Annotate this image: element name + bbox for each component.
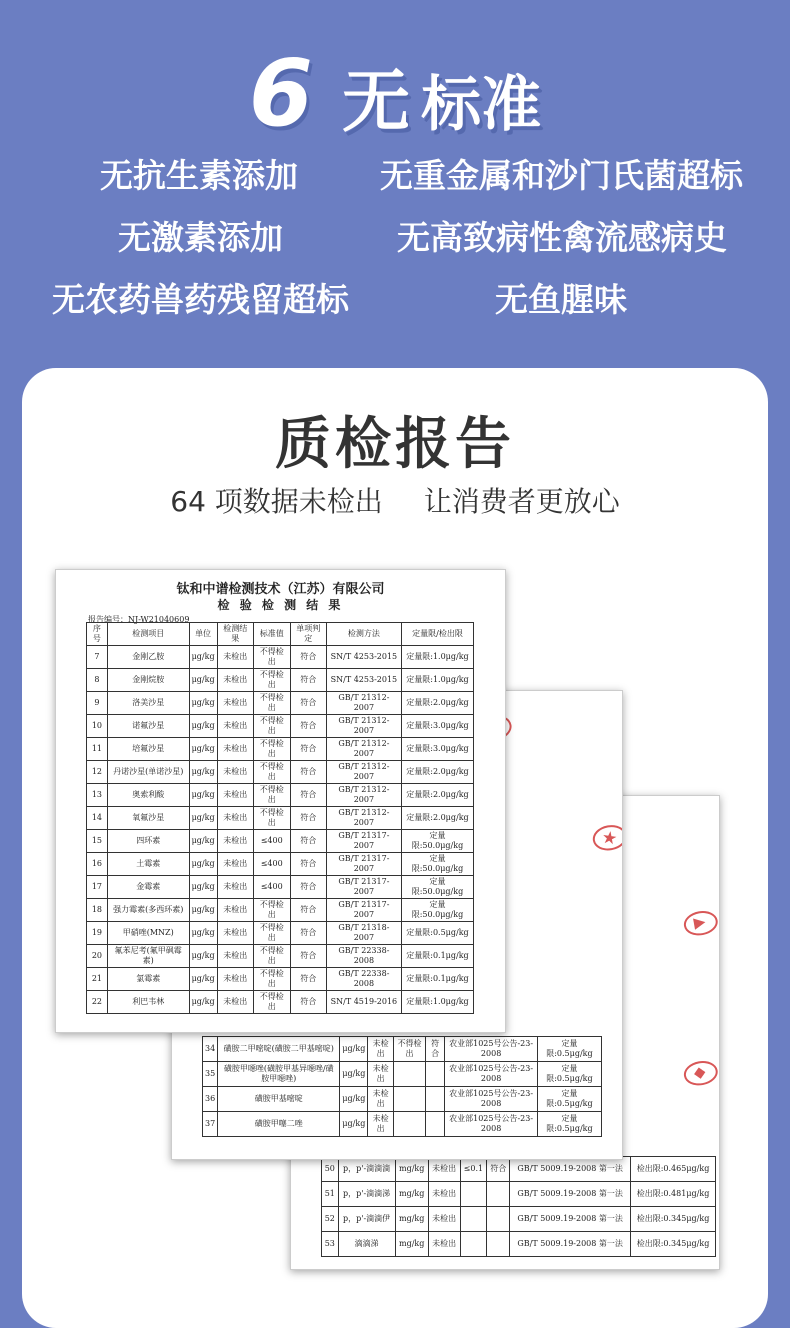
table-cell: SN/T 4253-2015 — [326, 669, 401, 692]
table-cell: 四环素 — [107, 830, 189, 853]
table-cell: 符合 — [290, 761, 326, 784]
table-cell: GB/T 22338-2008 — [326, 945, 401, 968]
table-cell: 农业部1025号公告-23-2008 — [445, 1062, 538, 1087]
table-cell: 符合 — [290, 692, 326, 715]
stamp-icon: ◆ — [682, 1058, 720, 1087]
table-row — [322, 1157, 716, 1182]
table-cell: 未检出 — [217, 830, 253, 853]
table-cell: 符合 — [487, 1157, 510, 1182]
table-cell: 符合 — [290, 945, 326, 968]
table-cell: 检出限:0.465μg/kg — [631, 1157, 716, 1182]
table-cell: 不得检出 — [253, 991, 290, 1014]
table-cell: μg/kg — [189, 899, 217, 922]
header-cell: 序号 — [87, 623, 108, 646]
table-cell: GB/T 21312-2007 — [326, 784, 401, 807]
claim-item: 无激素添加 — [118, 218, 283, 257]
table-cell: 检出限:0.481μg/kg — [631, 1182, 716, 1207]
table-cell — [393, 1112, 425, 1137]
header-cell: 单位 — [189, 623, 217, 646]
header-cell: 定量限/检出限 — [401, 623, 473, 646]
table-cell: 定量限:0.5μg/kg — [537, 1087, 601, 1112]
table-cell: 符合 — [426, 1037, 445, 1062]
table-cell: 符合 — [290, 669, 326, 692]
table-cell — [460, 1232, 487, 1257]
table-cell — [487, 1207, 510, 1232]
table-cell: μg/kg — [189, 945, 217, 968]
sheet3-table — [321, 1156, 716, 1257]
table-cell: μg/kg — [340, 1112, 368, 1137]
table-cell: 50 — [322, 1157, 339, 1182]
table-row — [322, 1207, 716, 1232]
table-cell: GB/T 21312-2007 — [326, 692, 401, 715]
table-cell: 磺胺甲噻二唑 — [218, 1112, 340, 1137]
table-cell: 奥索利酸 — [107, 784, 189, 807]
table-cell: μg/kg — [189, 784, 217, 807]
table-cell: GB/T 21312-2007 — [326, 761, 401, 784]
table-cell: 磺胺甲噁唑(磺胺甲基异噁唑/磺胺甲噁唑) — [218, 1062, 340, 1087]
table-cell — [426, 1112, 445, 1137]
table-cell: 符合 — [290, 968, 326, 991]
table-cell: 氟苯尼考(氟甲砜霉素) — [107, 945, 189, 968]
table-cell: 定量限:2.0μg/kg — [401, 761, 473, 784]
table-cell: 金刚烷胺 — [107, 669, 189, 692]
table-cell: 不得检出 — [393, 1037, 425, 1062]
table-cell: 土霉素 — [107, 853, 189, 876]
table-cell: 未检出 — [217, 738, 253, 761]
table-cell: 利巴韦林 — [107, 991, 189, 1014]
table-cell: 定量限:0.5μg/kg — [401, 922, 473, 945]
table-cell: 16 — [87, 853, 108, 876]
header-cell: 检测项目 — [107, 623, 189, 646]
table-row — [87, 738, 474, 761]
header-cell: 标准值 — [253, 623, 290, 646]
table-cell: 未检出 — [217, 899, 253, 922]
report-sub-1: 64 项数据未检出 — [170, 485, 383, 518]
table-cell: 22 — [87, 991, 108, 1014]
table-cell: 不得检出 — [253, 669, 290, 692]
table-cell: 未检出 — [368, 1062, 394, 1087]
table-cell: 未检出 — [217, 922, 253, 945]
table-cell: mg/kg — [395, 1207, 428, 1232]
table-cell: 8 — [87, 669, 108, 692]
table-cell: 金刚乙胺 — [107, 646, 189, 669]
table-cell: GB/T 5009.19-2008 第一法 — [510, 1207, 631, 1232]
table-row — [87, 922, 474, 945]
table-cell: 15 — [87, 830, 108, 853]
table-cell: 14 — [87, 807, 108, 830]
table-cell: p，p'-滴滴伊 — [338, 1207, 395, 1232]
table-cell: 12 — [87, 761, 108, 784]
table-header-row — [87, 623, 474, 646]
table-row — [87, 692, 474, 715]
table-cell: μg/kg — [340, 1087, 368, 1112]
table-cell: μg/kg — [340, 1037, 368, 1062]
table-cell: 36 — [203, 1087, 218, 1112]
table-cell: 洛美沙星 — [107, 692, 189, 715]
table-cell: 农业部1025号公告-23-2008 — [445, 1112, 538, 1137]
table-cell: 未检出 — [368, 1112, 394, 1137]
table-cell: 不得检出 — [253, 899, 290, 922]
table-cell: 不得检出 — [253, 968, 290, 991]
table-cell: GB/T 21312-2007 — [326, 807, 401, 830]
table-cell — [487, 1232, 510, 1257]
table-cell: 检出限:0.345μg/kg — [631, 1207, 716, 1232]
table-cell: 17 — [87, 876, 108, 899]
table-row — [87, 715, 474, 738]
report-number: 报告编号：NJ-W21040609 — [88, 615, 190, 624]
claim-item: 无鱼腥味 — [495, 280, 627, 319]
table-cell: 定量限:50.0μg/kg — [401, 853, 473, 876]
table-cell: mg/kg — [395, 1182, 428, 1207]
table-row — [322, 1232, 716, 1257]
table-cell: 13 — [87, 784, 108, 807]
table-cell: GB/T 21312-2007 — [326, 715, 401, 738]
table-cell: μg/kg — [189, 738, 217, 761]
table-cell: SN/T 4519-2016 — [326, 991, 401, 1014]
table-cell: 35 — [203, 1062, 218, 1087]
claim-item: 无高致病性禽流感病史 — [397, 218, 727, 257]
table-cell: 农业部1025号公告-23-2008 — [445, 1087, 538, 1112]
table-cell: 氧氟沙星 — [107, 807, 189, 830]
hero-number: 6 — [248, 40, 319, 147]
table-cell: 9 — [87, 692, 108, 715]
table-row — [87, 876, 474, 899]
table-cell: 定量限:1.0μg/kg — [401, 646, 473, 669]
table-cell: 符合 — [290, 830, 326, 853]
table-cell: μg/kg — [189, 991, 217, 1014]
table-cell: 不得检出 — [253, 715, 290, 738]
table-cell: 未检出 — [368, 1037, 394, 1062]
report-sheet-1 — [55, 569, 506, 1033]
table-cell: GB/T 21317-2007 — [326, 899, 401, 922]
table-row — [322, 1182, 716, 1207]
table-cell: 氯霉素 — [107, 968, 189, 991]
table-row — [203, 1112, 602, 1137]
table-cell: 培氟沙星 — [107, 738, 189, 761]
table-cell: 未检出 — [217, 876, 253, 899]
table-row — [87, 807, 474, 830]
table-cell: GB/T 5009.19-2008 第一法 — [510, 1182, 631, 1207]
table-cell: 11 — [87, 738, 108, 761]
stamp-icon: ★ — [591, 823, 623, 854]
table-cell: 19 — [87, 922, 108, 945]
table-cell: 不得检出 — [253, 807, 290, 830]
hero-title — [0, 40, 790, 147]
table-cell: 未检出 — [217, 669, 253, 692]
table-cell: 7 — [87, 646, 108, 669]
table-cell: 符合 — [290, 899, 326, 922]
table-cell: 不得检出 — [253, 922, 290, 945]
sheet-title: 检 验 检 测 结 果 — [217, 598, 344, 612]
table-cell: 定量限:0.5μg/kg — [537, 1112, 601, 1137]
table-cell: 甲硝唑(MNZ) — [107, 922, 189, 945]
table-cell: 未检出 — [217, 692, 253, 715]
table-cell: 20 — [87, 945, 108, 968]
table-cell: 检出限:0.345μg/kg — [631, 1232, 716, 1257]
table-cell: 定量限:0.1μg/kg — [401, 945, 473, 968]
report-subtitle — [0, 480, 790, 520]
table-cell: 定量限:2.0μg/kg — [401, 784, 473, 807]
table-cell: μg/kg — [189, 761, 217, 784]
table-cell: GB/T 22338-2008 — [326, 968, 401, 991]
table-cell: 强力霉素(多西环素) — [107, 899, 189, 922]
table-cell: 定量限:0.5μg/kg — [537, 1062, 601, 1087]
table-row — [87, 830, 474, 853]
header-cell: 单项判定 — [290, 623, 326, 646]
table-cell: mg/kg — [395, 1157, 428, 1182]
table-cell: 不得检出 — [253, 784, 290, 807]
table-cell: 定量限:1.0μg/kg — [401, 991, 473, 1014]
table-cell: 磺胺甲基嘧啶 — [218, 1087, 340, 1112]
table-cell: 符合 — [290, 715, 326, 738]
table-cell: 53 — [322, 1232, 339, 1257]
table-cell: GB/T 21317-2007 — [326, 830, 401, 853]
table-cell: 定量限:50.0μg/kg — [401, 830, 473, 853]
table-cell: p，p'-滴滴滴 — [338, 1157, 395, 1182]
table-cell: 符合 — [290, 646, 326, 669]
table-cell: 未检出 — [428, 1232, 460, 1257]
table-cell: 未检出 — [428, 1207, 460, 1232]
table-row — [203, 1062, 602, 1087]
table-cell: 未检出 — [217, 646, 253, 669]
table-cell: ≤400 — [253, 853, 290, 876]
table-cell: 未检出 — [217, 945, 253, 968]
table-cell — [487, 1182, 510, 1207]
table-row — [87, 991, 474, 1014]
table-row — [87, 968, 474, 991]
table-cell: ≤400 — [253, 830, 290, 853]
claim-item: 无重金属和沙门氏菌超标 — [380, 156, 743, 195]
table-cell: 未检出 — [368, 1087, 394, 1112]
table-cell: 定量限:50.0μg/kg — [401, 899, 473, 922]
table-row — [87, 899, 474, 922]
table-cell: 未检出 — [428, 1157, 460, 1182]
table-cell: GB/T 21317-2007 — [326, 853, 401, 876]
table-row — [87, 761, 474, 784]
header-cell: 检测方法 — [326, 623, 401, 646]
table-cell: μg/kg — [189, 715, 217, 738]
table-cell: 未检出 — [217, 761, 253, 784]
table-cell: 定量限:3.0μg/kg — [401, 715, 473, 738]
table-cell: 滴滴涕 — [338, 1232, 395, 1257]
table-cell: 不得检出 — [253, 761, 290, 784]
table-cell: ≤0.1 — [460, 1157, 487, 1182]
header-cell: 检测结果 — [217, 623, 253, 646]
table-cell: 诺氟沙星 — [107, 715, 189, 738]
report-sub-2: 让消费者更放心 — [423, 485, 620, 518]
table-cell: 18 — [87, 899, 108, 922]
table-cell: 符合 — [290, 876, 326, 899]
table-cell — [460, 1182, 487, 1207]
table-cell: 定量限:50.0μg/kg — [401, 876, 473, 899]
table-cell: 符合 — [290, 738, 326, 761]
table-cell: μg/kg — [189, 968, 217, 991]
table-cell: 符合 — [290, 784, 326, 807]
stamp-icon: ▲ — [682, 908, 720, 937]
table-cell: μg/kg — [189, 807, 217, 830]
table-cell: 未检出 — [217, 991, 253, 1014]
table-cell: 定量限:2.0μg/kg — [401, 692, 473, 715]
table-cell: μg/kg — [189, 876, 217, 899]
table-cell: mg/kg — [395, 1232, 428, 1257]
table-cell: 符合 — [290, 853, 326, 876]
table-cell — [460, 1207, 487, 1232]
table-cell: 定量限:0.1μg/kg — [401, 968, 473, 991]
table-cell: 37 — [203, 1112, 218, 1137]
table-cell: 未检出 — [428, 1182, 460, 1207]
company-name: 钛和中谱检测技术（江苏）有限公司 — [176, 582, 385, 597]
table-row — [87, 646, 474, 669]
table-cell: 定量限:0.5μg/kg — [537, 1037, 601, 1062]
table-cell: 定量限:1.0μg/kg — [401, 669, 473, 692]
table-cell: 丹诺沙星(单诺沙星) — [107, 761, 189, 784]
table-cell: μg/kg — [340, 1062, 368, 1087]
table-cell: GB/T 5009.19-2008 第一法 — [510, 1232, 631, 1257]
table-cell: μg/kg — [189, 692, 217, 715]
table-row — [87, 669, 474, 692]
table-cell: 符合 — [290, 807, 326, 830]
table-cell: μg/kg — [189, 830, 217, 853]
table-cell: 未检出 — [217, 784, 253, 807]
table-cell: 金霉素 — [107, 876, 189, 899]
table-cell: 51 — [322, 1182, 339, 1207]
table-cell: μg/kg — [189, 646, 217, 669]
hero-word1: 无 — [342, 63, 411, 142]
table-cell: 定量限:3.0μg/kg — [401, 738, 473, 761]
table-cell: 不得检出 — [253, 738, 290, 761]
table-cell: 21 — [87, 968, 108, 991]
table-cell: 不得检出 — [253, 945, 290, 968]
table-cell — [393, 1087, 425, 1112]
table-cell: 34 — [203, 1037, 218, 1062]
table-cell: 不得检出 — [253, 646, 290, 669]
table-row — [203, 1037, 602, 1062]
hero-word2: 标准 — [421, 70, 542, 140]
claim-item: 无抗生素添加 — [100, 156, 298, 195]
table-cell — [393, 1062, 425, 1087]
table-cell: 未检出 — [217, 715, 253, 738]
table-cell: ≤400 — [253, 876, 290, 899]
table-cell: GB/T 5009.19-2008 第一法 — [510, 1157, 631, 1182]
table-row — [87, 945, 474, 968]
table-cell: μg/kg — [189, 922, 217, 945]
table-cell: 不得检出 — [253, 692, 290, 715]
table-cell: 10 — [87, 715, 108, 738]
table-cell: p，p'-滴滴涕 — [338, 1182, 395, 1207]
table-cell: 农业部1025号公告-23-2008 — [445, 1037, 538, 1062]
table-cell: μg/kg — [189, 853, 217, 876]
claim-item: 无农药兽药残留超标 — [52, 280, 349, 319]
table-cell — [426, 1062, 445, 1087]
table-cell: μg/kg — [189, 669, 217, 692]
table-cell: 未检出 — [217, 853, 253, 876]
table-cell: 符合 — [290, 991, 326, 1014]
table-cell: 磺胺二甲嘧啶(磺胺二甲基嘧啶) — [218, 1037, 340, 1062]
table-cell — [426, 1087, 445, 1112]
table-cell: 符合 — [290, 922, 326, 945]
sheet2-table — [202, 1036, 602, 1137]
report-title: 质检报告 — [275, 412, 515, 477]
table-cell: GB/T 21318-2007 — [326, 922, 401, 945]
table-cell: 52 — [322, 1207, 339, 1232]
sheet1-table — [86, 622, 474, 1014]
table-cell: 定量限:2.0μg/kg — [401, 807, 473, 830]
table-cell: GB/T 21312-2007 — [326, 738, 401, 761]
table-row — [203, 1087, 602, 1112]
table-cell: SN/T 4253-2015 — [326, 646, 401, 669]
table-cell: 未检出 — [217, 968, 253, 991]
table-row — [87, 853, 474, 876]
table-cell: GB/T 21317-2007 — [326, 876, 401, 899]
table-row — [87, 784, 474, 807]
table-cell: 未检出 — [217, 807, 253, 830]
